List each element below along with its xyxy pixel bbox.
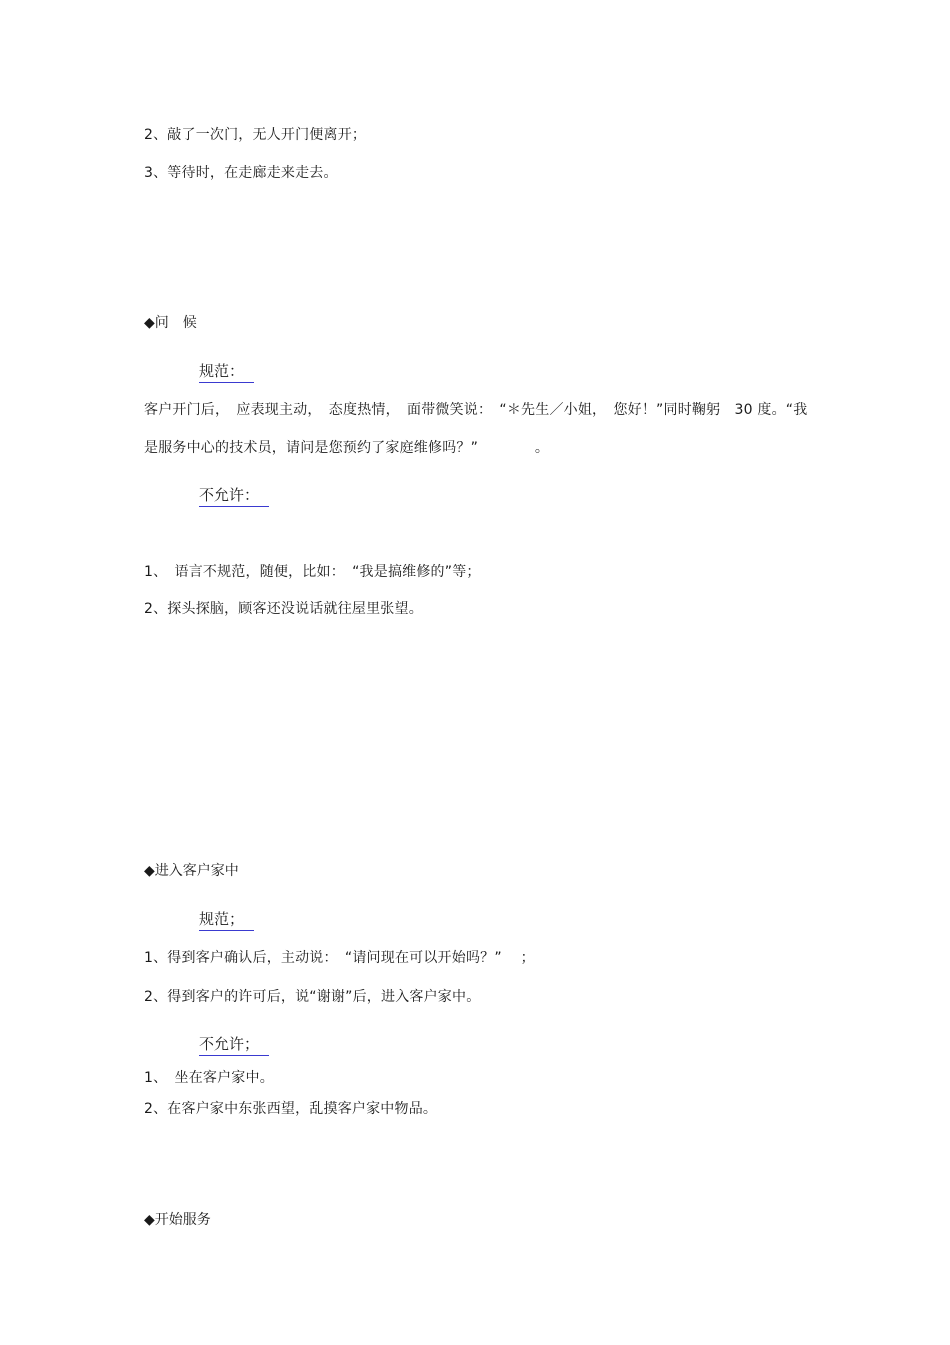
section-title-start-service: ◆开始服务 bbox=[144, 1212, 211, 1228]
section-title-enter-home: ◆进入客户家中 bbox=[144, 863, 239, 879]
subheading-not-allowed: 不允许： bbox=[199, 485, 269, 507]
subheading-norm: 规范： bbox=[199, 361, 254, 383]
list-item: 1、 坐在客户家中。 bbox=[144, 1070, 274, 1086]
subheading-norm: 规范； bbox=[199, 909, 254, 931]
list-item: 1、得到客户确认后，主动说： “请问现在可以开始吗？” ； bbox=[144, 950, 535, 966]
list-item: 2、得到客户的许可后，说“谢谢”后，进入客户家中。 bbox=[144, 989, 481, 1005]
list-item: 2、在客户家中东张西望，乱摸客户家中物品。 bbox=[144, 1101, 438, 1117]
paragraph-line: 3、等待时，在走廊走来走去。 bbox=[144, 165, 338, 181]
subheading-not-allowed: 不允许； bbox=[199, 1034, 269, 1056]
section-title-greeting: ◆问 候 bbox=[144, 315, 197, 331]
list-item: 1、 语言不规范，随便，比如： “我是搞维修的”等； bbox=[144, 564, 481, 580]
paragraph-line: 客户开门后， 应表现主动， 态度热情， 面带微笑说： “＊先生／小姐， 您好！”同时鞠躬 30 度。“我 bbox=[144, 402, 808, 418]
paragraph-line: 2、敲了一次门，无人开门便离开； bbox=[144, 127, 367, 143]
paragraph-line: 是服务中心的技术员，请问是您预约了家庭维修吗？” 。 bbox=[144, 440, 550, 456]
list-item: 2、探头探脑，顾客还没说话就往屋里张望。 bbox=[144, 601, 423, 617]
